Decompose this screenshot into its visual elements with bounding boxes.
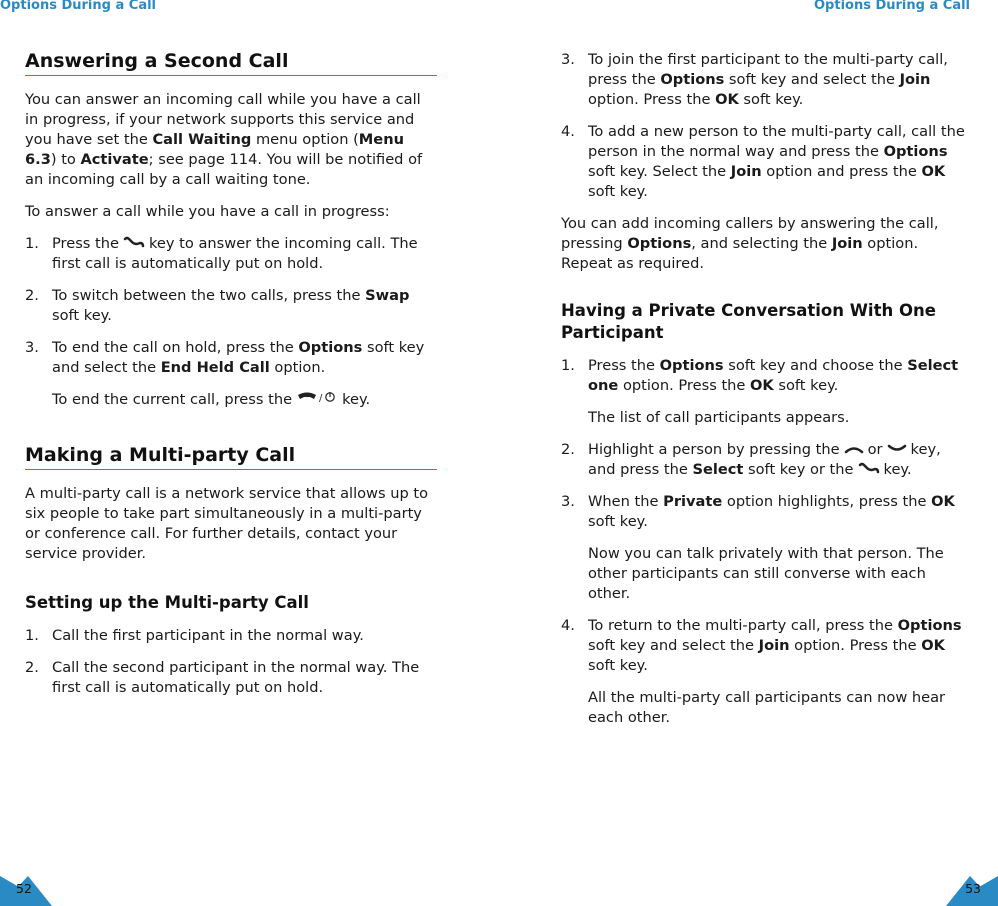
list-item: 3. When the Private option highlights, press the OK soft key. — [561, 493, 955, 530]
list-item: 2. Highlight a person by pressing the or key, and press the Select soft key or the key. — [561, 441, 941, 478]
down-key-icon — [887, 440, 907, 460]
list-item: 4. To return to the multi-party call, press the Options soft key and select the Join option. Press the OK soft key. — [561, 617, 962, 674]
answering-intro: You can answer an incoming call while you have a call in progress, if your network supports this service and you have set the Call Waiting menu option (Menu 6.3) to Activate; see page 114. You will be notified of an incoming call by a call waiting tone. — [25, 91, 423, 188]
participants-list-note: The list of call participants appears. — [588, 409, 850, 426]
list-item: 4. To add a new person to the multi-party call, call the person in the normal way and press the Options soft key. Select the Join option and press the OK soft key. — [561, 123, 965, 200]
end-power-key-icon — [296, 390, 338, 410]
running-head-right: Options During a Call — [814, 0, 970, 13]
section-title-answering: Answering a Second Call — [25, 50, 437, 76]
page-number-right: 53 — [965, 881, 981, 896]
send-key-icon — [858, 460, 880, 480]
list-item: 2. Call the second participant in the normal way. The first call is automatically put on hold. — [25, 659, 420, 696]
add-callers-paragraph: You can add incoming callers by answering the call, pressing Options, and selecting the Join option. Repeat as required. — [561, 215, 939, 272]
multiparty-intro: A multi-party call is a network service that allows up to six people to take part simultaneously in a multi-party or conference call. For further details, contact your service provider. — [25, 485, 429, 562]
list-item: 3. To end the call on hold, press the Options soft key and select the End Held Call option. — [25, 339, 425, 376]
subsection-title-setup: Setting up the Multi-party Call — [25, 593, 309, 612]
section-title-multiparty: Making a Multi-party Call — [25, 444, 437, 470]
list-item: 1. Press the Options soft key and choose the Select one option. Press the OK soft key. — [561, 357, 959, 394]
svg-text:/: / — [319, 393, 323, 404]
end-current-call-note: To end the current call, press the / key. — [52, 391, 371, 408]
subsection-title-private: Having a Private Conversation With One Participant — [561, 301, 936, 342]
list-item: 2. To switch between the two calls, press the Swap soft key. — [25, 287, 410, 324]
list-item: 1. Call the first participant in the normal way. — [25, 627, 364, 644]
all-hear-note: All the multi-party call participants can now hear each other. — [588, 689, 946, 726]
up-key-icon — [844, 440, 864, 460]
left-content — [25, 50, 437, 710]
answering-lead: To answer a call while you have a call in progress: — [25, 203, 390, 220]
list-item: 1. Press the key to answer the incoming call. The first call is automatically put on hold. — [25, 235, 418, 272]
send-key-icon — [123, 234, 145, 254]
running-head-left: Options During a Call — [0, 0, 156, 13]
list-item: 3. To join the first participant to the multi-party call, press the Options soft key and select the Join option. Press the OK soft key. — [561, 51, 948, 108]
right-content — [561, 50, 971, 740]
private-talk-note: Now you can talk privately with that person. The other participants can still converse with each other. — [588, 545, 944, 602]
page-number-left: 52 — [16, 881, 32, 896]
